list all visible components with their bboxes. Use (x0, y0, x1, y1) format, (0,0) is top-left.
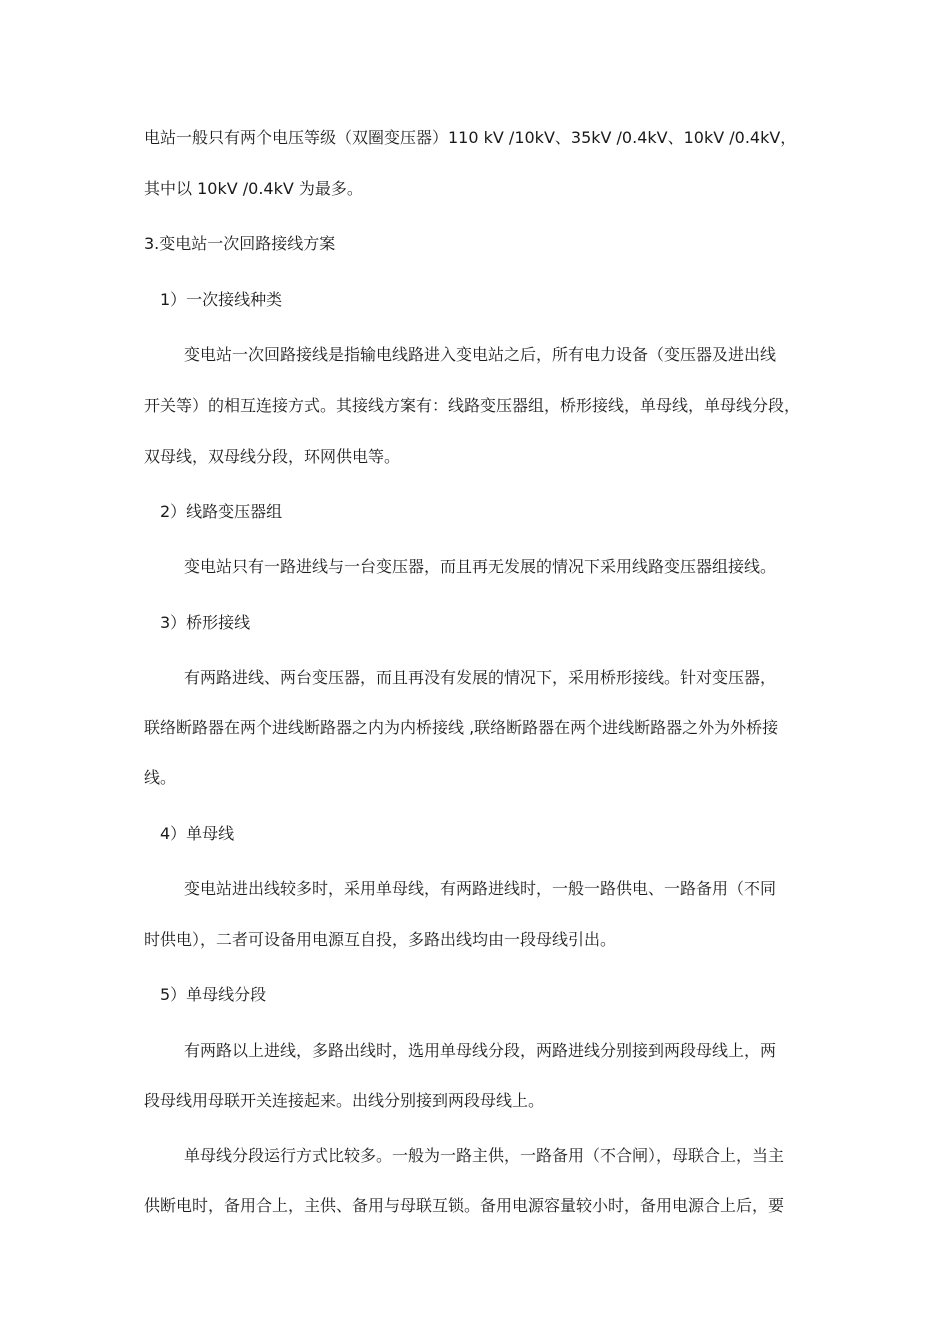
subsection-heading: 1）一次接线种类 (160, 290, 283, 309)
text-line: 变电站只有一路进线与一台变压器，而且再无发展的情况下采用线路变压器组接线。 (184, 557, 777, 576)
text-line: 变电站进出线较多时，采用单母线，有两路进线时，一般一路供电、一路备用（不同 (184, 879, 777, 898)
subsection-heading: 2）线路变压器组 (160, 502, 283, 521)
text-line: 段母线用母联开关连接起来。出线分别接到两段母线上。 (144, 1091, 545, 1110)
subsection-heading: 3）桥形接线 (160, 613, 251, 632)
text-line: 双母线，双母线分段，环网供电等。 (144, 447, 401, 466)
text-line: 时供电），二者可设备用电源互自投，多路出线均由一段母线引出。 (144, 930, 617, 949)
text-line: 其中以 10kV /0.4kV 为最多。 (144, 179, 363, 198)
text-line: 联络断路器在两个进线断路器之内为内桥接线 ,联络断路器在两个进线断路器之外为外桥接 (144, 718, 779, 737)
text-line: 线。 (144, 768, 177, 787)
text-line: 有两路进线、两台变压器，而且再没有发展的情况下，采用桥形接线。针对变压器， (184, 668, 777, 687)
text-line: 供断电时，备用合上，主供、备用与母联互锁。备用电源容量较小时，备用电源合上后，要 (144, 1196, 785, 1215)
subsection-heading: 4）单母线 (160, 824, 235, 843)
text-line: 电站一般只有两个电压等级（双圈变压器）110 kV /10kV、35kV /0.4kV、10kV /0.4kV， (144, 128, 797, 147)
text-line: 单母线分段运行方式比较多。一般为一路主供，一路备用（不合闸），母联合上，当主 (184, 1146, 785, 1165)
text-line: 有两路以上进线，多路出线时，选用单母线分段，两路进线分别接到两段母线上，两 (184, 1041, 777, 1060)
subsection-heading: 5）单母线分段 (160, 985, 267, 1004)
section-heading: 3.变电站一次回路接线方案 (144, 234, 336, 253)
text-line: 变电站一次回路接线是指输电线路进入变电站之后，所有电力设备（变压器及进出线 (184, 345, 777, 364)
text-line: 开关等）的相互连接方式。其接线方案有：线路变压器组，桥形接线，单母线，单母线分段， (144, 396, 801, 415)
